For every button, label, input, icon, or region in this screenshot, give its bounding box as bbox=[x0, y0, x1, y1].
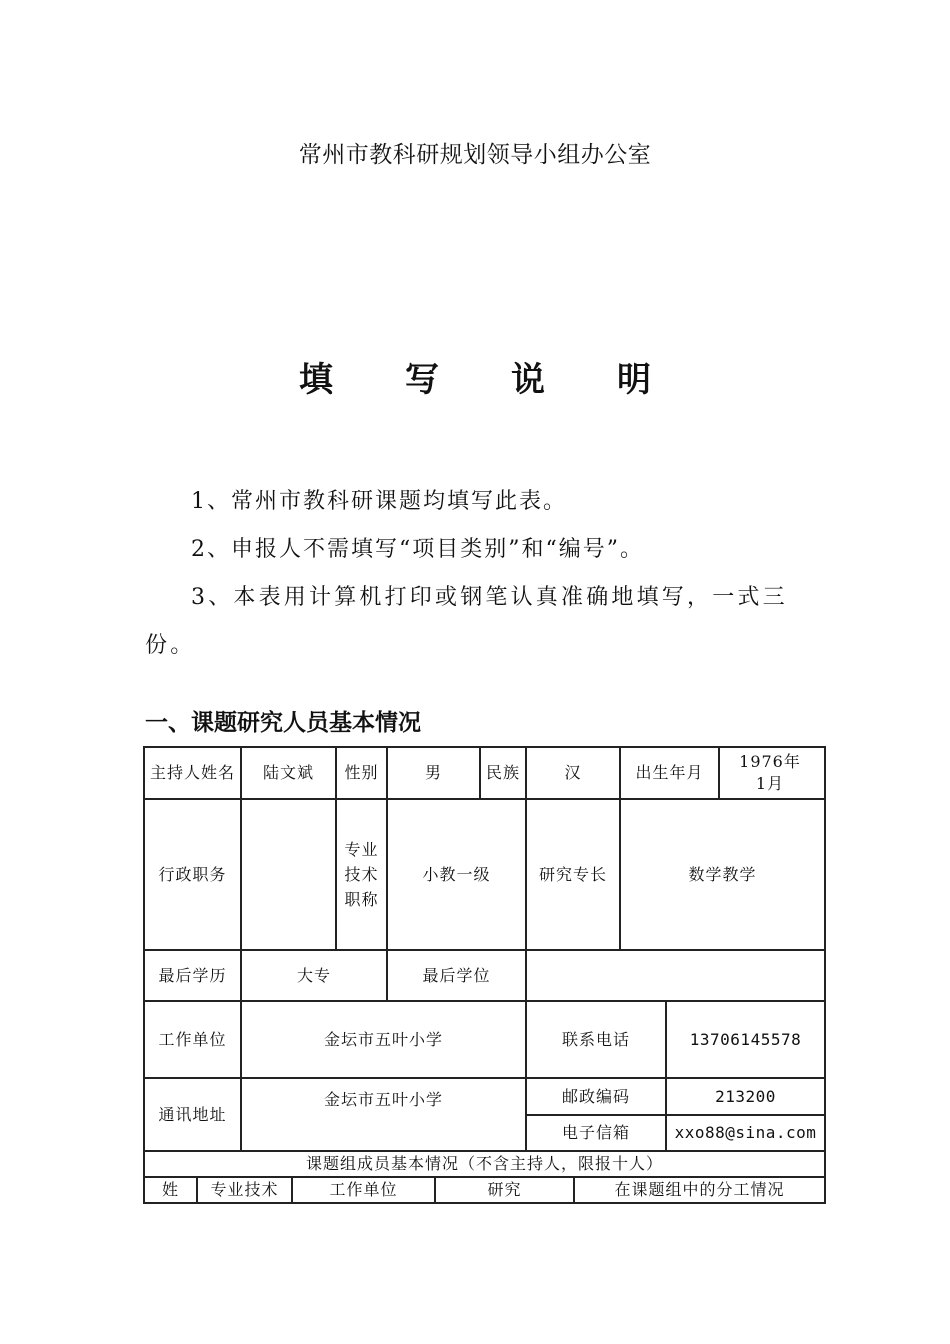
section-title: 一、课题研究人员基本情况 bbox=[145, 710, 421, 736]
postcode-label: 邮政编码 bbox=[526, 1078, 666, 1115]
email-value: xxo88@sina.com bbox=[666, 1115, 825, 1151]
host-name-value: 陆文斌 bbox=[241, 747, 336, 799]
page-heading bbox=[0, 352, 950, 401]
postcode-value: 213200 bbox=[666, 1078, 825, 1115]
members-header-tech-title: 专业技术 bbox=[197, 1177, 292, 1203]
gender-label: 性别 bbox=[336, 747, 387, 799]
degree-label: 最后学位 bbox=[387, 950, 526, 1001]
workplace-label: 工作单位 bbox=[144, 1001, 241, 1078]
email-label: 电子信箱 bbox=[526, 1115, 666, 1151]
instruction-3: 3、本表用计算机打印或钢笔认真准确地填写，一式三份。 bbox=[145, 585, 788, 658]
heading-char: 写 bbox=[405, 360, 439, 400]
members-table bbox=[143, 1150, 826, 1204]
address-value: 金坛市五叶小学 bbox=[241, 1078, 526, 1151]
degree-value bbox=[526, 950, 825, 1001]
ethnicity-label: 民族 bbox=[480, 747, 526, 799]
admin-title-value bbox=[241, 799, 336, 950]
tech-title-value: 小教一级 bbox=[387, 799, 526, 950]
birth-month: 1月 bbox=[755, 774, 785, 793]
workplace-value: 金坛市五叶小学 bbox=[241, 1001, 526, 1078]
specialty-value: 数学教学 bbox=[620, 799, 825, 950]
address-label: 通讯地址 bbox=[144, 1078, 241, 1151]
members-title: 课题组成员基本情况（不含主持人，限报十人） bbox=[144, 1151, 825, 1177]
education-value: 大专 bbox=[241, 950, 387, 1001]
gender-value: 男 bbox=[387, 747, 480, 799]
birth-value bbox=[719, 747, 825, 799]
organization-title: 常州市教科研规划领导小组办公室 bbox=[298, 142, 652, 168]
tech-title-label: 专业技术职称 bbox=[336, 799, 387, 950]
instruction-2: 2、申报人不需填写“项目类别”和“编号”。 bbox=[191, 537, 644, 562]
birth-label: 出生年月 bbox=[620, 747, 719, 799]
members-header-name: 姓 bbox=[144, 1177, 197, 1203]
members-header-research: 研究 bbox=[435, 1177, 574, 1203]
specialty-label: 研究专长 bbox=[526, 799, 620, 950]
host-name-label: 主持人姓名 bbox=[144, 747, 241, 799]
heading-char: 填 bbox=[299, 360, 333, 400]
admin-title-label: 行政职务 bbox=[144, 799, 241, 950]
education-label: 最后学历 bbox=[144, 950, 241, 1001]
birth-year: 1976年 bbox=[739, 752, 801, 771]
members-header-role: 在课题组中的分工情况 bbox=[574, 1177, 825, 1203]
members-header-workplace: 工作单位 bbox=[292, 1177, 435, 1203]
heading-char: 明 bbox=[617, 360, 651, 400]
instruction-1: 1、常州市教科研课题均填写此表。 bbox=[191, 489, 567, 514]
heading-char: 说 bbox=[511, 360, 545, 400]
ethnicity-value: 汉 bbox=[526, 747, 620, 799]
phone-label: 联系电话 bbox=[526, 1001, 666, 1078]
phone-value: 13706145578 bbox=[666, 1001, 825, 1078]
researcher-info-table bbox=[143, 746, 826, 1152]
